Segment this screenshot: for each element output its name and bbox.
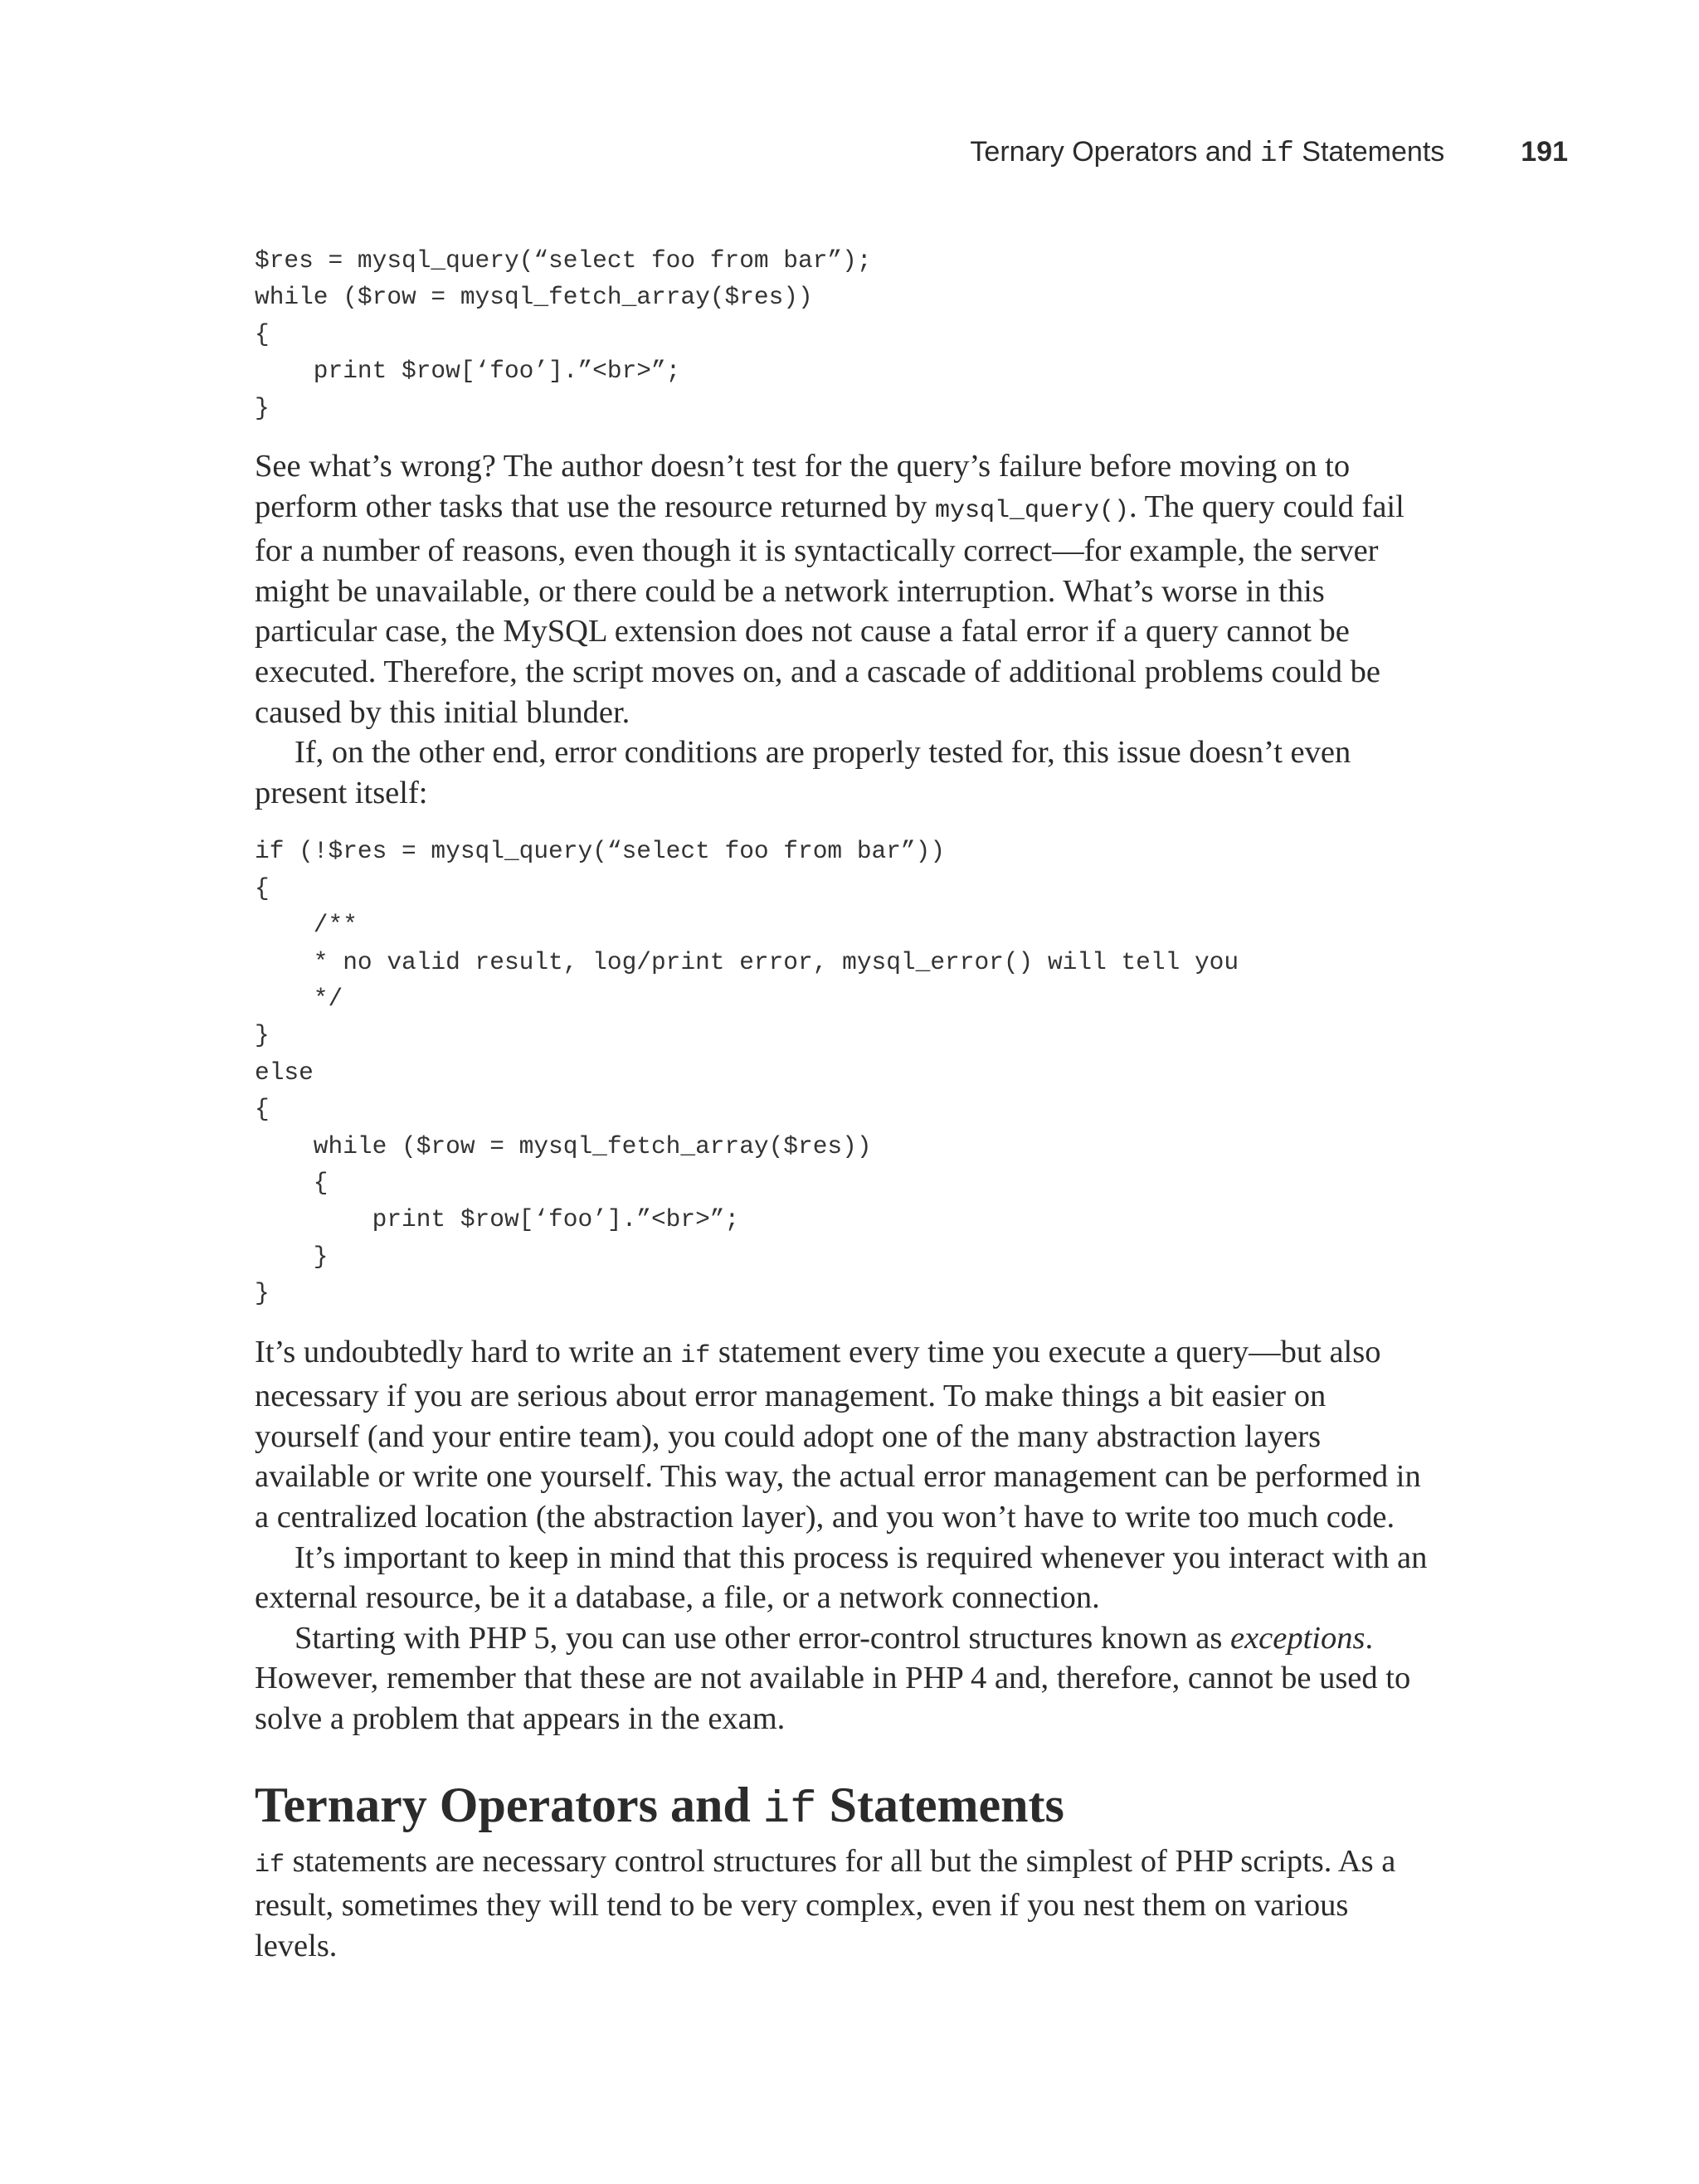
running-head: [0, 131, 1568, 175]
paragraph-query-failure: See what’s wrong? The author doesn’t test for the query’s failure before moving on to perform other tasks that use the resource returned by mysql_query(). The query could fail for a number of reasons, even though it is syntactically correct—for example, the server might be unavailable, or there could be a network interruption. What’s worse in this particular case, the MySQL extension does not cause a fatal error if a query cannot be executed. Therefore, the script moves on, and a cascade of additional problems could be caused by this initial blunder.: [255, 449, 1404, 730]
inline-code: if: [255, 1851, 285, 1880]
code-block-query: $res = mysql_query(“select foo from bar”); while ($row = mysql_fetch_array($res)) { print $row[‘foo’].”<br>”; }: [255, 246, 872, 422]
page-content: [255, 242, 1437, 1966]
section-heading: Ternary Operators and if Statements: [255, 1777, 1064, 1836]
running-head-title: Ternary Operators and if Statements: [970, 136, 1445, 170]
inline-code: mysql_query(): [934, 496, 1130, 525]
paragraph-if-statement: It’s undoubtedly hard to write an if statement every time you execute a query—but also necessary if you are serious about error management. To make things a bit easier on yourself (and your entire team), you could adopt one of the many abstraction layers available or write one yourself. This way, the actual error management can be performed in a centralized location (the abstraction layer), and you won’t have to write too much code.: [255, 1334, 1421, 1535]
page-number: 191: [1521, 136, 1568, 168]
inline-code: if: [680, 1341, 711, 1370]
code-block-error-check: if (!$res = mysql_query(“select foo from bar”)) { /** * no valid result, log/print error, mysql_error() will tell you */ } else { while ($row = mysql_fetch_array($res)) { print $row[‘foo’].”<br>”; } }: [255, 837, 1239, 1308]
emphasis-exceptions: exceptions: [1230, 1620, 1366, 1656]
paragraph-exceptions: Starting with PHP 5, you can use other error-control structures known as exceptions. However, remember that these are not available in PHP 4 and, therefore, cannot be used to solve a problem that appears in the exam.: [255, 1620, 1411, 1736]
running-head-code: if: [1260, 139, 1294, 170]
paragraph-error-tested: If, on the other end, error conditions are properly tested for, this issue doesn’t even present itself:: [255, 735, 1351, 810]
section-heading-code: if: [762, 1784, 817, 1836]
paragraph-external-resource: It’s important to keep in mind that this process is required whenever you interact with an external resource, be it a database, a file, or a network connection.: [255, 1540, 1428, 1616]
paragraph-if-intro: if statements are necessary control structures for all but the simplest of PHP scripts. As a result, sometimes they will tend to be very complex, even if you nest them on various levels.: [255, 1843, 1396, 1963]
